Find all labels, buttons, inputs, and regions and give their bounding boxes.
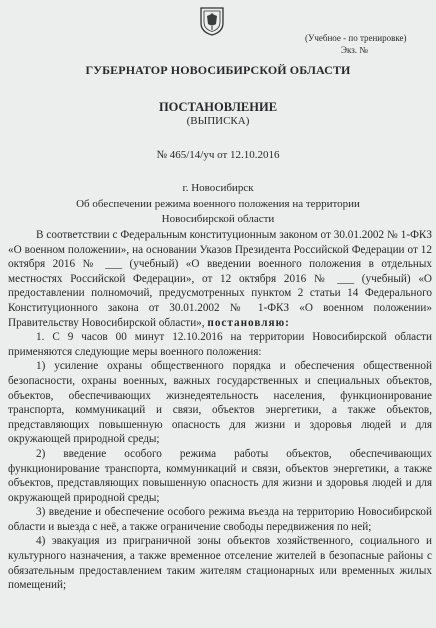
document-type: ПОСТАНОВЛЕНИЕ [158, 100, 278, 114]
subitem-2: 2) введение особого режима работы объектов, обеспечивающих функционирование транспорта, коммуникаций и связи, объектов энергетики, а также объектов, представляющих повышенную опасность для жизни и здоровья людей и для окружающей природной среды; [8, 447, 432, 504]
document-subject [0, 197, 436, 227]
subitem-3: 3) введение и обеспечение особого режима въезда на территорию Новосибирской области и выезда с неё, а также ограничение свободы передвижения по ней; [8, 506, 432, 533]
subitem-4: 4) эвакуация из приграничной зоны объектов хозяйственного, социального и культурного назначения, а также временное отселение жителей в безопасные районы с обязательным предоставлением таким жителям стационарных или временных жилых помещений; [8, 535, 432, 592]
resolve-word: постановляю: [207, 316, 290, 329]
coat-of-arms-icon [199, 6, 225, 36]
document-subtype: (ВЫПИСКА) [186, 115, 250, 127]
copy-number: Экз. № [341, 45, 368, 55]
document-body [8, 228, 432, 593]
governor-heading: ГУБЕРНАТОР НОВОСИБИРСКОЙ ОБЛАСТИ [85, 63, 351, 77]
city-name: г. Новосибирск [182, 182, 254, 194]
item-1: 1. С 9 часов 00 минут 12.10.2016 на территории Новосибирской области применяются следующие меры военного положения: [8, 331, 432, 358]
document-number: № 465/14/уч от 12.10.2016 [156, 149, 280, 161]
stamp-note: (Учебное - по тренировке) [305, 33, 407, 43]
subitem-1: 1) усиление охраны общественного порядка и обеспечения общественной безопасности, охраны военных, важных государственных и специальных объектов, объектов, обеспечивающих жизнедеятельность населения, функционирование транспорта, коммуникаций и связи, объектов энергетики, а также объектов, представляющих повышенную опасность для жизни и здоровья людей и для окружающей природной среды; [8, 360, 432, 446]
preamble-text: В соответствии с Федеральным конституционным законом от 30.01.2002 № 1-ФКЗ «О военном положении», на основании Указов Президента Российской Федерации от 12 октября 2016 № ___ (учебный) «О введении военного положения в отдельных местностях Российской Федерации», от 12 октября 2016 № ___ (учебный) «О предоставлении полномочий, предусмотренных пунктом 2 статьи 14 Федерального Конституционного закона от 30.01.2002 № 1-ФКЗ «О военном положении» Правительству Новосибирской области», [8, 229, 432, 329]
training-stamp [305, 32, 430, 56]
subject-line: Об обеспечении режима военного положения на территории [76, 198, 360, 210]
subject-line: Новосибирской области [161, 213, 275, 225]
preamble-paragraph [8, 228, 432, 330]
